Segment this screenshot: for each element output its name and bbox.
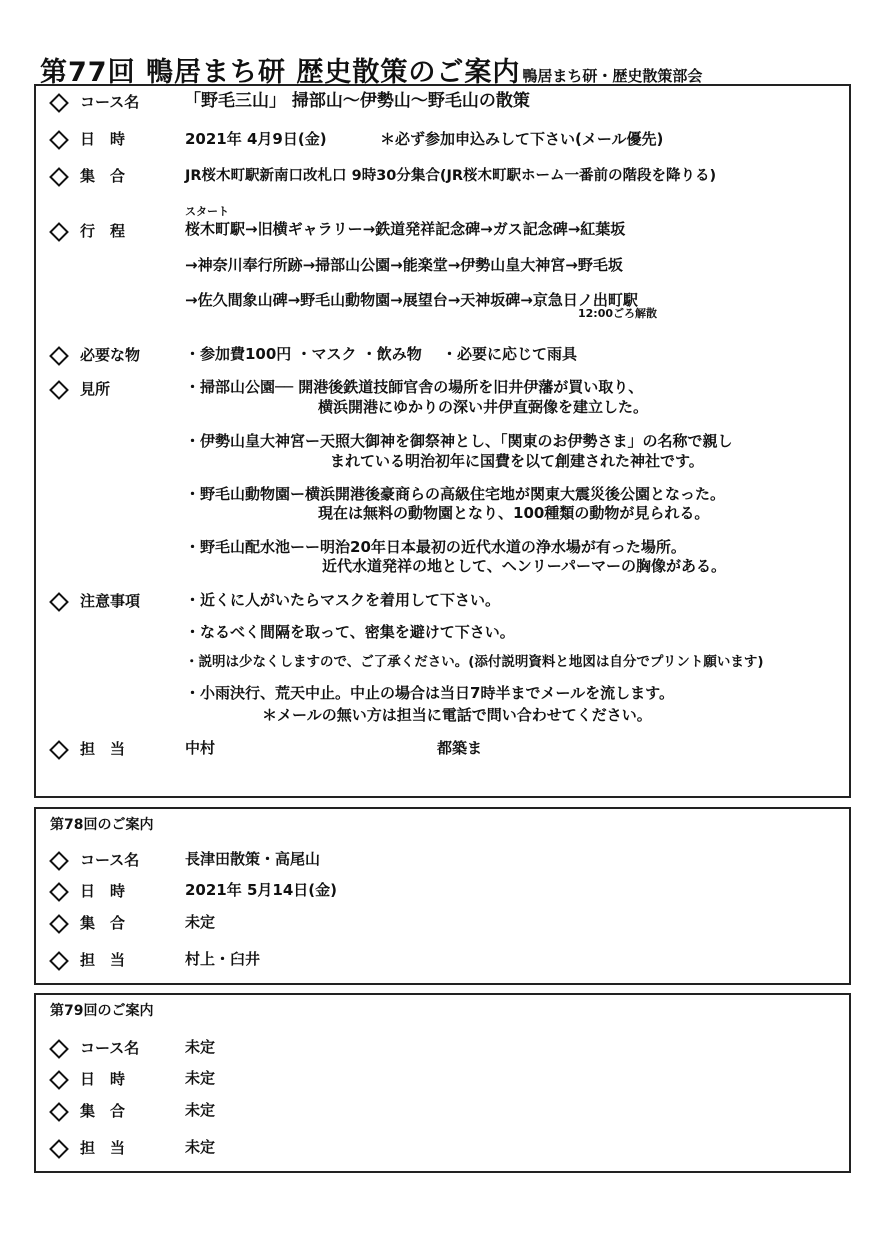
meeting-label: 集 合 (80, 914, 126, 932)
date-value: 未定 (185, 1069, 216, 1087)
route-line: 桜木町駅→旧横ギャラリー→鉄道発祥記念碑→ガス記念碑→紅葉坂 (185, 220, 626, 238)
event-79-heading: 第79回のご案内 (50, 1003, 154, 1019)
date-label: 日 時 (80, 130, 126, 148)
route-line: →神奈川奉行所跡→掃部山公園→能楽堂→伊勢山皇大神宮→野毛坂 (185, 256, 623, 274)
notes-label: 注意事項 (80, 592, 141, 610)
route-end: 12:00ごろ解散 (578, 307, 658, 320)
sight-line: 横浜開港にゆかりの深い井伊直弼像を建立した。 (318, 398, 649, 416)
route-start-label: スタート (185, 205, 229, 218)
note-line: ・なるべく間隔を取って、密集を避けて下さい。 (185, 623, 515, 641)
meeting-label: 集 合 (80, 1102, 126, 1120)
items-value: ・参加費100円 ・マスク ・飲み物 ・必要に応じて雨具 (185, 345, 577, 363)
route-line: →佐久間象山碑→野毛山動物園→展望台→天神坂碑→京急日ノ出町駅 (185, 291, 638, 309)
staff-value: 中村 (185, 739, 216, 757)
staff-value: 村上・臼井 (185, 950, 261, 968)
title-organizer: 鴨居まち研・歴史散策部会 (522, 67, 703, 85)
meeting-label: 集 合 (80, 167, 126, 185)
course-value: 未定 (185, 1038, 216, 1056)
note-line: ・近くに人がいたらマスクを着用して下さい。 (185, 591, 501, 609)
sight-line: ・掃部山公園── 開港後鉄道技師官舎の場所を旧井伊藩が買い取り、 (185, 378, 644, 396)
staff-label: 担 当 (80, 951, 126, 969)
course-value: 長津田散策・高尾山 (185, 850, 321, 868)
title-main: 第77回 鴨居まち研 歴史散策のご案内 (40, 57, 521, 88)
course-label: コース名 (80, 93, 140, 111)
date-value: 2021年 4月9日(金) (185, 130, 327, 148)
date-label: 日 時 (80, 882, 126, 900)
note-line: ＊メールの無い方は担当に電話で問い合わせてください。 (262, 706, 652, 724)
date-value: 2021年 5月14日(金) (185, 881, 337, 899)
course-value: 「野毛三山」 掃部山～伊勢山～野毛山の散策 (184, 91, 530, 111)
meeting-value: JR桜木町駅新南口改札口 9時30分集合(JR桜木町駅ホーム一番前の階段を降りる) (185, 168, 717, 184)
course-label: コース名 (80, 1039, 140, 1057)
date-note: ＊必ず参加申込みして下さい(メール優先) (380, 130, 664, 148)
staff-label: 担 当 (80, 740, 126, 758)
event-78-box (34, 807, 851, 985)
event-78-heading: 第78回のご案内 (50, 817, 154, 833)
meeting-value: 未定 (185, 913, 216, 931)
staff-label: 担 当 (80, 1139, 126, 1157)
event-79-box (34, 993, 851, 1173)
course-label: コース名 (80, 851, 140, 869)
sight-line: ・野毛山動物園ー横浜開港後豪商らの高級住宅地が関東大震災後公園となった。 (185, 485, 726, 503)
staff-note: 都築ま (437, 739, 483, 757)
sight-line: 現在は無料の動物園となり、100種類の動物が見られる。 (318, 504, 710, 522)
sight-line: ・野毛山配水池ーー明治20年日本最初の近代水道の浄水場が有った場所。 (185, 538, 686, 556)
sight-line: まれている明治初年に国費を以て創建された神社です。 (330, 452, 704, 470)
sight-line: ・伊勢山皇大神宮ー天照大御神を御祭神とし、「関東のお伊勢さま」の名称で親し (185, 432, 733, 450)
route-label: 行 程 (80, 222, 126, 240)
date-label: 日 時 (80, 1070, 126, 1088)
items-label: 必要な物 (80, 346, 141, 364)
sight-line: 近代水道発祥の地として、ヘンリーパーマーの胸像がある。 (322, 557, 726, 575)
meeting-value: 未定 (185, 1101, 216, 1119)
sights-label: 見所 (80, 380, 111, 398)
staff-value: 未定 (185, 1138, 216, 1156)
note-line: ・説明は少なくしますので、ご了承ください。(添付説明資料と地図は自分でプリント願います) (185, 654, 764, 670)
note-line: ・小雨決行、荒天中止。中止の場合は当日7時半までメールを流します。 (185, 684, 674, 702)
